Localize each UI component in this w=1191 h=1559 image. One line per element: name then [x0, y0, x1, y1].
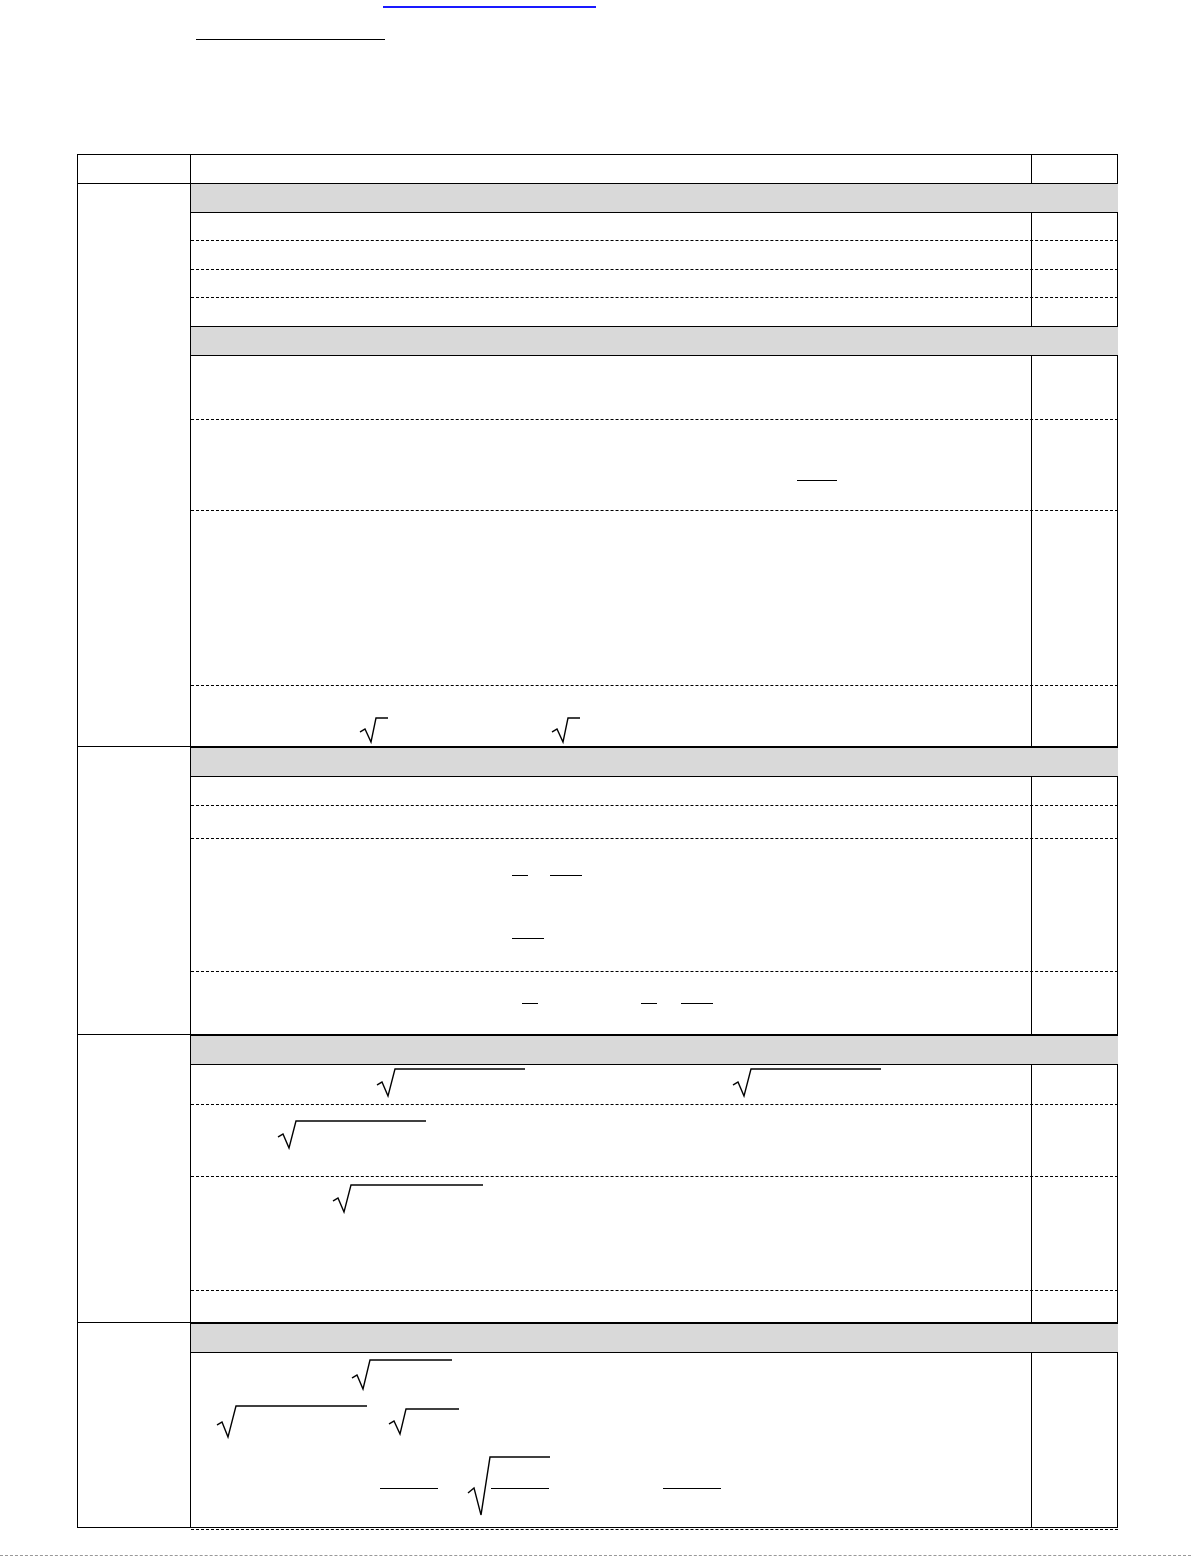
- radical-sign: [733, 1067, 883, 1099]
- row-separator: [191, 510, 1118, 511]
- row-separator: [191, 1529, 1118, 1530]
- section-2-title-bar: [191, 747, 1118, 777]
- table-bottom-border: [77, 1527, 1118, 1528]
- table-top-border: [77, 154, 1118, 155]
- radical-sign: [360, 716, 390, 744]
- header-underline: [196, 39, 385, 40]
- radical-sign: [377, 1067, 527, 1099]
- row-separator: [191, 838, 1118, 839]
- radical-sign: [552, 716, 582, 744]
- fraction-bar: [522, 1003, 538, 1004]
- row-separator: [191, 419, 1118, 420]
- row-separator: [191, 240, 1118, 241]
- page-footer-dash: [0, 1555, 1191, 1556]
- fraction-bar: [550, 875, 582, 876]
- radical-sign: [333, 1183, 485, 1215]
- radical-sign: [468, 1455, 552, 1517]
- fraction-bar: [681, 1003, 713, 1004]
- section-4-title-bar: [191, 1323, 1118, 1353]
- section-3-title-bar: [191, 1035, 1118, 1065]
- row-separator: [191, 685, 1118, 686]
- row-separator: [191, 805, 1118, 806]
- fraction-bar: [641, 1003, 657, 1004]
- fraction-bar: [797, 480, 837, 481]
- radical-sign: [352, 1358, 454, 1392]
- row-separator: [191, 269, 1118, 270]
- row-separator: [191, 971, 1118, 972]
- fraction-bar: [663, 1488, 721, 1489]
- row-separator: [191, 1176, 1118, 1177]
- fraction-bar: [380, 1488, 438, 1489]
- radical-sign: [217, 1404, 369, 1440]
- section-1-title-bar: [191, 183, 1118, 213]
- fraction-bar: [512, 875, 528, 876]
- radical-sign: [278, 1119, 428, 1151]
- subsection-title-bar: [191, 326, 1118, 356]
- header-link-underline[interactable]: [383, 6, 596, 8]
- radical-sign: [389, 1407, 461, 1437]
- row-separator: [191, 1104, 1118, 1105]
- row-separator: [191, 297, 1118, 298]
- fraction-bar: [512, 938, 544, 939]
- row-separator: [191, 1290, 1118, 1291]
